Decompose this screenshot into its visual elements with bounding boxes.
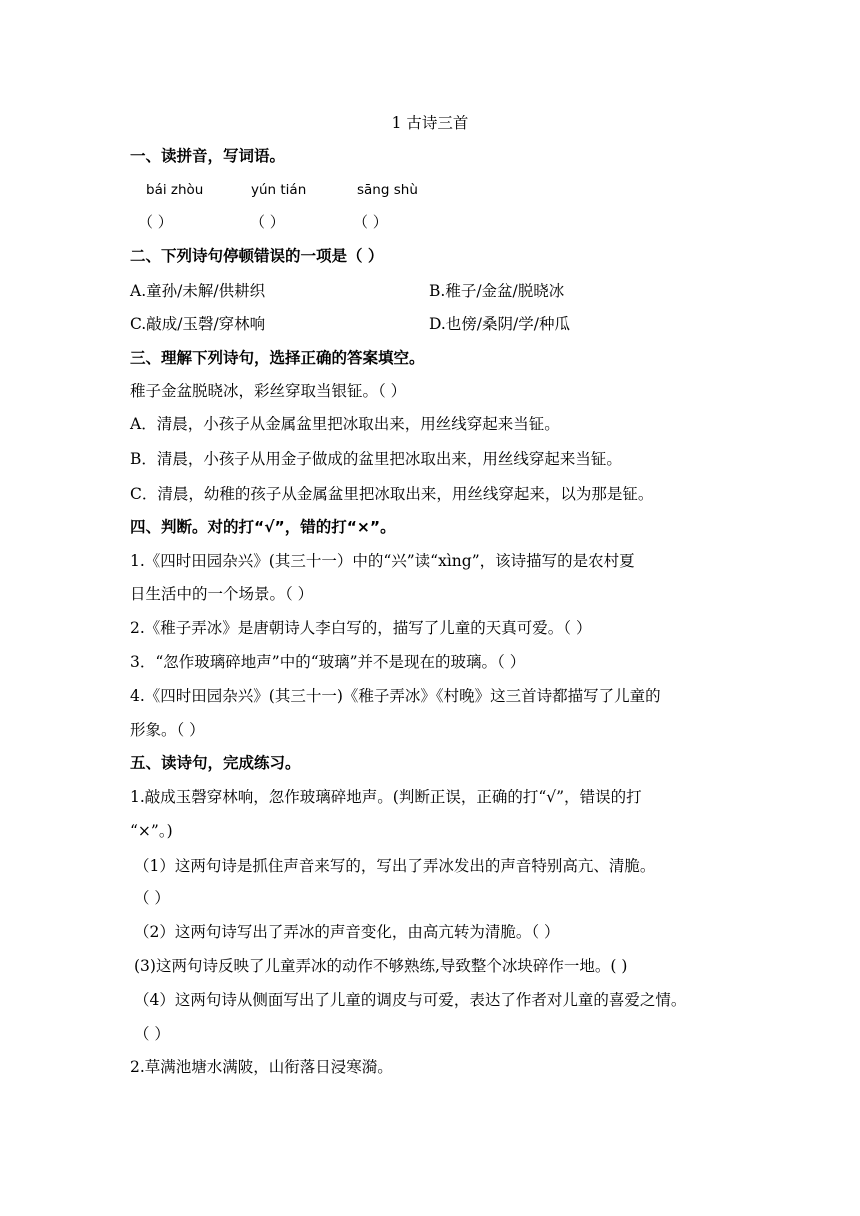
answer-blank-3: （ ） [353,213,388,231]
option-d: D.也傍/桑阴/学/种瓜 [429,315,570,333]
judge-item-4: 4.《四时田园杂兴》(其三十一)《稚子弄冰》《村晚》这三首诗都描写了儿童的 [130,687,661,705]
judge-item-2: 2.《稚子弄冰》是唐朝诗人李白写的，描写了儿童的天真可爱。（ ） [130,619,592,637]
statement-4: （4）这两句诗从侧面写出了儿童的调皮与可爱，表达了作者对儿童的喜爱之情。 [134,991,687,1009]
judge-item-4-cont: 形象。（ ） [130,721,205,739]
statement-4-blank: （ ） [134,1025,170,1043]
statement-2: （2）这两句诗写出了弄冰的声音变化，由高亢转为清脆。（ ） [134,923,560,941]
section-5-heading: 五、读诗句，完成练习。 [130,754,301,772]
pinyin-1: bái zhòu [146,182,204,198]
option-c: C.敲成/玉磬/穿林响 [130,315,266,333]
judge-item-3: 3．“忽作玻璃碎地声”中的“玻璃”并不是现在的玻璃。（ ） [130,653,526,671]
exercise-1: 1.敲成玉磬穿林响，忽作玻璃碎地声。(判断正误，正确的打“√”，错误的打 [130,788,642,806]
section-4-heading: 四、判断。对的打“√”，错的打“×”。 [130,518,396,536]
judge-item-1: 1.《四时田园杂兴》(其三十一）中的“兴”读“xìng”，该诗描写的是农村夏 [130,552,635,570]
judge-item-1-cont: 日生活中的一个场景。（ ） [130,585,314,603]
option-b: B.稚子/金盆/脱晓冰 [429,282,565,300]
exercise-1-cont: “×”。) [130,822,173,840]
statement-3: (3)这两句诗反映了儿童弄冰的动作不够熟练,导致整个冰块碎作一地。( ) [134,957,628,975]
section-2-heading: 二、下列诗句停顿错误的一项是（ ） [130,247,384,265]
option-a: A.童孙/未解/供耕织 [130,282,266,300]
exercise-2: 2.草满池塘水满陂，山衔落日浸寒漪。 [130,1058,393,1076]
pinyin-3: sāng shù [357,182,418,198]
page-title: 1 古诗三首 [391,114,469,132]
answer-blank-1: （ ） [138,213,173,231]
choice-b: B．清晨，小孩子从用金子做成的盆里把冰取出来，用丝线穿起来当钲。 [130,450,622,468]
choice-c: C．清晨，幼稚的孩子从金属盆里把冰取出来，用丝线穿起来，以为那是钲。 [130,485,654,503]
choice-a: A．清晨，小孩子从金属盆里把冰取出来，用丝线穿起来当钲。 [130,415,560,433]
statement-1: （1）这两句诗是抓住声音来写的，写出了弄冰发出的声音特别高亢、清脆。 [134,857,656,875]
pinyin-2: yún tián [251,182,307,198]
section-1-heading: 一、读拼音，写词语。 [130,147,286,165]
section-3-heading: 三、理解下列诗句，选择正确的答案填空。 [130,349,425,367]
poem-line: 稚子金盆脱晓冰，彩丝穿取当银钲。（ ） [130,382,407,400]
answer-blank-2: （ ） [250,213,285,231]
statement-1-blank: （ ） [134,889,170,907]
